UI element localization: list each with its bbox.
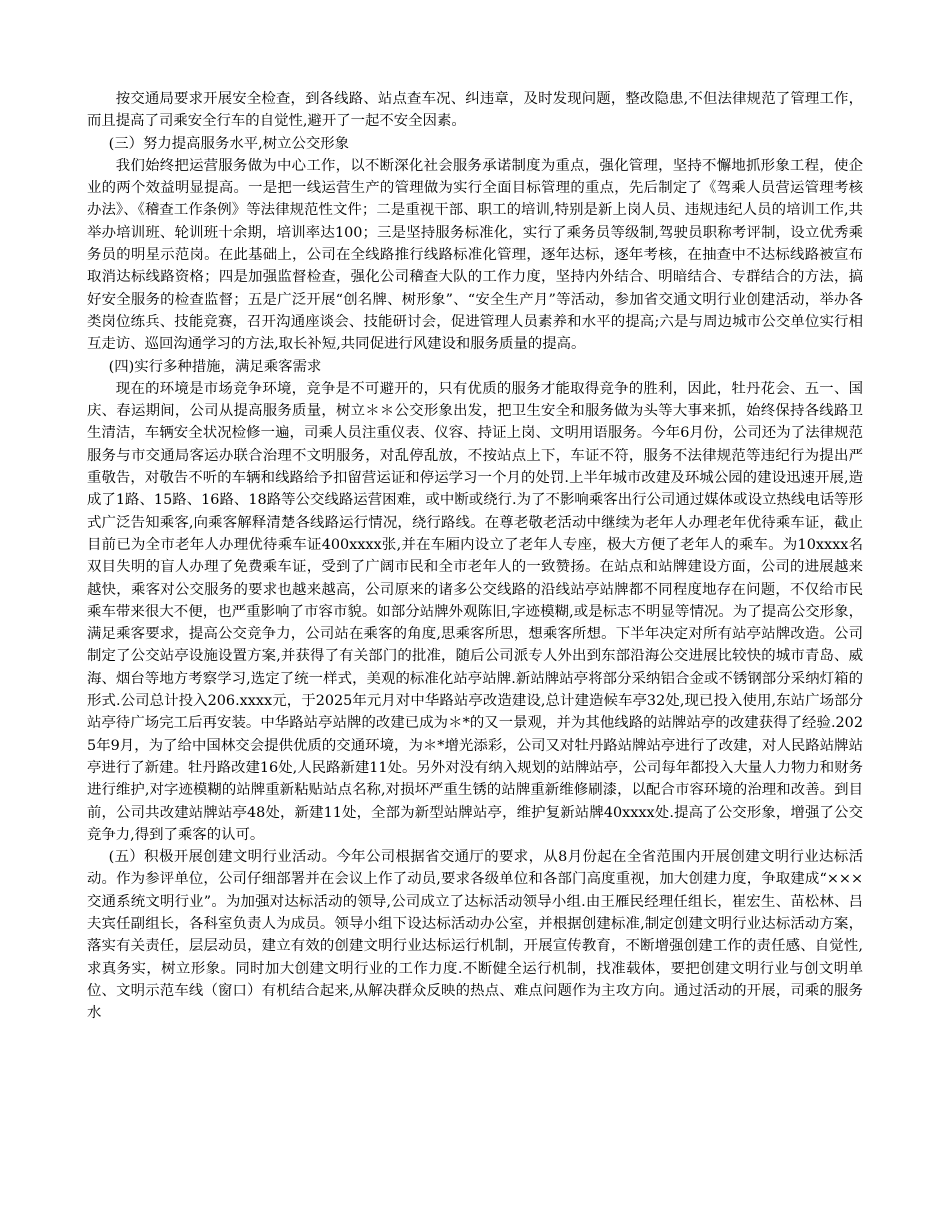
section-heading-3: (三）努力提高服务水平,树立公交形象 — [108, 135, 350, 152]
section-heading-4: (四)实行多种措施，满足乘客需求 — [108, 358, 322, 375]
paragraph-safety-inspection: 按交通局要求开展安全检查，到各线路、站点查车况、纠违章，及时发现问题，整改隐患,不但法律规范了管理工作，而且提高了司乘安全行车的自觉性,避开了一起不安全因素。 — [87, 91, 863, 130]
document-page — [87, 88, 863, 1024]
paragraph-passenger-needs: 现在的环境是市场竞争环境，竞争是不可避开的，只有优质的服务才能取得竞争的胜利，因此，牡丹花会、五一、国庆、春运期间，公司从提高服务质量，树立＊＊公交形象出发，把卫生安全和服务做为头等大事来抓，始终保持各线路卫生清洁，车辆安全状况检修一遍，司乘人员注重仪表、仪容、持证上岗、文明用语服务。今年6月份，公司还为了法律规范服务与市交通局客运办联合治理不文明服务，对乱停乱放，不按站点上下，车证不符，服务不法律规范等违纪行为提出严重敬告，对敬告不听的车辆和线路给予扣留营运证和停运学习一个月的处罚.上半年城市改建及环城公园的建设迅速开展,造成了1路、15路、16路、18路等公交线路运营困难，或中断或绕行.为了不影响乘客出行公司通过媒体或设立热线电话等形式广泛告知乘客,向乘客解释清楚各线路运行情况，绕行路线。在尊老敬老活动中继续为老年人办理老年优待乘车证，截止目前已为全市老年人办理优待乘车证400xxxx张,并在车厢内设立了老年人专座，极大方便了老年人的乘车。为10xxxx名双目失明的盲人办理了免费乘车证，受到了广阔市民和全市老年人的一致赞扬。在站点和站牌建设方面，公司的进展越来越快，乘客对公交服务的要求也越来越高，公司原来的诸多公交线路的沿线站亭站牌都不同程度地存在问题，不仅给市民乘车带来很大不便，也严重影响了市容市貌。如部分站牌外观陈旧,字迹模糊,或是标志不明显等情况。为了提高公交形象，满足乘客要求，提高公交竞争力，公司站在乘客的角度,思乘客所思，想乘客所想。下半年决定对所有站亭站牌改造。公司制定了公交站亭设施设置方案,并获得了有关部门的批准，随后公司派专人外出到东部沿海公交进展比较快的城市青岛、威海、烟台等地方考察学习,选定了统一样式，美观的标准化站亭站牌.新站牌站亭将部分采纳铝合金或不锈钢部分采纳灯箱的形式.公司总计投入206.xxxx元，于2025年元月对中华路站亭改造建设,总计建造候车亭32处,现已投入使用,东站广场部分站亭待广场完工后再安装。中华路站亭站牌的改建已成为＊*的又一景观，并为其他线路的站牌站亭的改建获得了经验.2025年9月，为了给中国林交会提供优质的交通环境，为＊*增光添彩，公司又对牡丹路站牌站亭进行了改建，对人民路站牌站亭进行了新建。牡丹路改建16处,人民路新建11处。另外对没有纳入规划的站牌站亭，公司每年都投入大量人力物力和财务进行维护,对字迹模糊的站牌重新粘贴站点名称,对损坏严重生锈的站牌重新维修刷漆，以配合市容环境的治理和改善。到目前，公司共改建站牌站亭48处，新建11处，全部为新型站牌站亭，维护复新站牌40xxxx处.提高了公交形象，增强了公交竞争力,得到了乘客的认可。 — [87, 380, 863, 843]
paragraph-civilized-industry: (五）积极开展创建文明行业活动。今年公司根据省交通厅的要求，从8月份起在全省范围内开展创建文明行业达标活动。作为参评单位，公司仔细部署并在会议上作了动员,要求各级单位和各部门高度重视，加大创建力度，争取建成“×××交通系统文明行业”。为加强对达标活动的领导,公司成立了达标活动领导小组.由王雁民经理任组长，崔宏生、苗松林、吕夫宾任副组长，各科室负责人为成员。领导小组下设达标活动办公室，并根据创建标准,制定创建文明行业达标活动方案，落实有关责任，层层动员，建立有效的创建文明行业达标运行机制，开展宣传教育，不断增强创建工作的责任感、自觉性,求真务实，树立形象。同时加大创建文明行业的工作力度.不断健全运行机制，找准载体，要把创建文明行业与创文明单位、文明示范车线（窗口）有机结合起来,从解决群众反映的热点、难点问题作为主攻方向。通过活动的开展，司乘的服务水 — [87, 849, 863, 1022]
paragraph-service-level: 我们始终把运营服务做为中心工作，以不断深化社会服务承诺制度为重点，强化管理，坚持不懈地抓形象工程，使企业的两个效益明显提高。一是把一线运营生产的管理做为实行全面目标管理的重点，先后制定了《驾乘人员营运管理考核办法》、《稽查工作条例》等法律规范性文件；二是重视干部、职工的培训,特别是新上岗人员、违规违纪人员的培训工作,共举办培训班、轮训班十余期，培训率达100；三是坚持服务标准化，实行了乘务员等级制,驾驶员职称考评制，设立优秀乘务员的明星示范岗。在此基础上，公司在全线路推行线路标准化管理，逐年达标，逐年考核，在抽查中不达标线路被宣布取消达标线路资格；四是加强监督检查，强化公司稽查大队的工作力度，坚持内外结合、明暗结合、专群结合的方法，搞好安全服务的检查监督；五是广泛开展“创名牌、树形象”、“安全生产月”等活动，参加省交通文明行业创建活动，举办各类岗位练兵、技能竞赛，召开沟通座谈会、技能研讨会，促进管理人员素养和水平的提高;六是与周边城市公交单位实行相互走访、巡回沟通学习的方法,取长补短,共同促进行风建设和服务质量的提高。 — [87, 157, 863, 353]
